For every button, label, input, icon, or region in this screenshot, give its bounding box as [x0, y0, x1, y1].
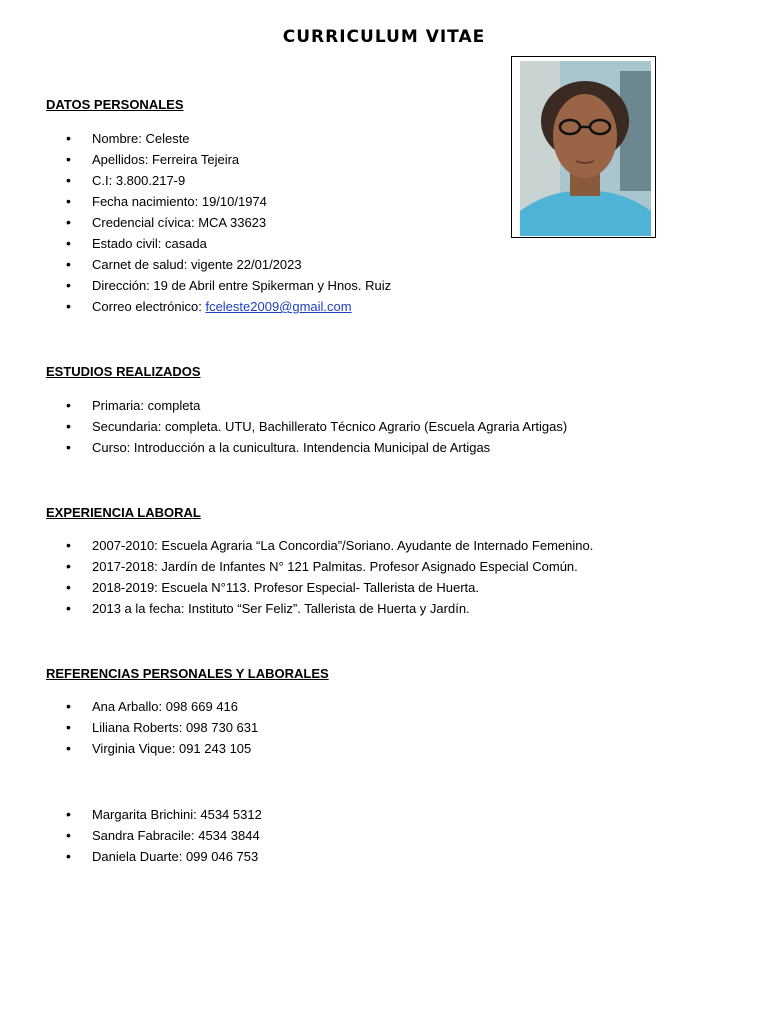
section-heading-experiencia: EXPERIENCIA LABORAL	[46, 505, 201, 520]
section-heading-datos-personales: DATOS PERSONALES	[46, 97, 184, 112]
list-item: • C.I: 3.800.217-9	[46, 170, 686, 191]
list-item: • Estado civil: casada	[46, 233, 686, 254]
list-item: • Liliana Roberts: 098 730 631	[46, 717, 686, 738]
referencias-list-2	[46, 804, 686, 867]
list-item: • Carnet de salud: vigente 22/01/2023	[46, 254, 686, 275]
estudios-list	[46, 395, 686, 458]
list-item: • Apellidos: Ferreira Tejeira	[46, 149, 686, 170]
list-item-email	[46, 296, 686, 317]
email-label: Correo electrónico:	[92, 299, 206, 314]
list-item: • Daniela Duarte: 099 046 753	[46, 846, 686, 867]
list-item: • Nombre: Celeste	[46, 128, 686, 149]
document-title: CURRICULUM VITAE	[282, 27, 486, 47]
list-item: • Virginia Vique: 091 243 105	[46, 738, 686, 759]
list-item: • Primaria: completa	[46, 395, 686, 416]
section-heading-estudios: ESTUDIOS REALIZADOS	[46, 364, 201, 379]
referencias-list-1	[46, 696, 686, 759]
list-item: • Curso: Introducción a la cunicultura. Intendencia Municipal de Artigas	[46, 437, 686, 458]
list-item: • 2018-2019: Escuela N°113. Profesor Especial- Tallerista de Huerta.	[46, 577, 686, 598]
list-item: • 2007-2010: Escuela Agraria “La Concordia”/Soriano. Ayudante de Internado Femenino.	[46, 535, 686, 556]
list-item: • Fecha nacimiento: 19/10/1974	[46, 191, 686, 212]
list-item: • Ana Arballo: 098 669 416	[46, 696, 686, 717]
list-item: • Credencial cívica: MCA 33623	[46, 212, 686, 233]
experiencia-list	[46, 535, 686, 619]
datos-personales-list	[46, 128, 686, 317]
list-item: • Secundaria: completa. UTU, Bachillerato Técnico Agrario (Escuela Agraria Artigas)	[46, 416, 686, 437]
list-item: • Sandra Fabracile: 4534 3844	[46, 825, 686, 846]
email-link[interactable]: fceleste2009@gmail.com	[205, 299, 352, 314]
list-item: • Margarita Brichini: 4534 5312	[46, 804, 686, 825]
list-item: • Dirección: 19 de Abril entre Spikerman y Hnos. Ruiz	[46, 275, 686, 296]
section-heading-referencias: REFERENCIAS PERSONALES Y LABORALES	[46, 666, 329, 681]
list-item: • 2017-2018: Jardín de Infantes N° 121 Palmitas. Profesor Asignado Especial Común.	[46, 556, 686, 577]
list-item: • 2013 a la fecha: Instituto “Ser Feliz”. Tallerista de Huerta y Jardín.	[46, 598, 686, 619]
